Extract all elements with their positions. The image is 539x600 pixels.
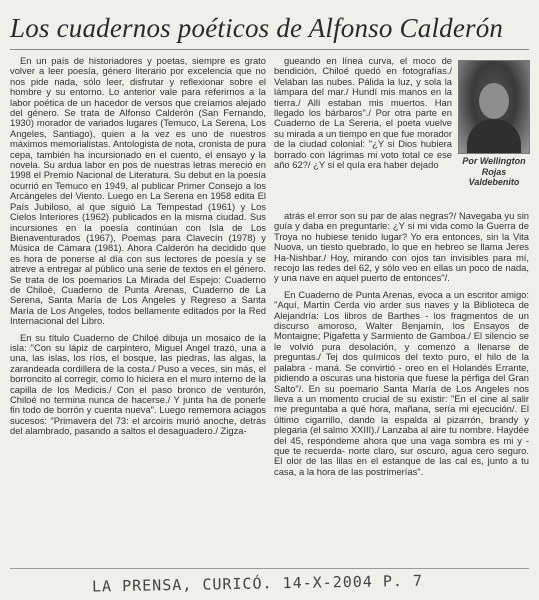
left-column [10,56,266,440]
author-photo [458,60,530,154]
author-byline [456,156,532,188]
byline-line-2: Rojas [481,166,507,177]
handwritten-source-note: LA PRENSA, CURICÓ. 14-X-2004 P. 7 [91,571,424,596]
author-photo-shoulders [467,119,521,153]
left-paragraph-2: En su título Cuaderno de Chiloé dibuja un mosaico de la isla: "Con su lápiz de carpintero, Miguel Angel trazó, una a una, las islas, los ríos, el bosque, las piedras, las algas, la zarandeada cordillera de la costa./ Puso a veces, sin más, el borroncito al corregir, como lo hiciera en el muro interno de la capilla de los Medicis./ Con el paso bronco de venturón, Chiloé no termina nunca de hacerse./ Y junta ha de ponerle fin todo de borrón y cuenta nueva". Luego rememora aciagos sucesos: "Primavera del 73: el arcoiris murió anoche, detrás del alambrado, pasando a saltos el desaguadero./ Zigza- [10,331,266,437]
right-top-paragraph: gueando en línea curva, el moco de bendición, Chiloé quedó en fotografías./ Velaban las nubes. Pálida la luz, y sola la lámpara del mar./ Hundí mis manos en la tierra./ Allí estaban mis muertos. Han llegado los bárbaros"./ Por otra parte en Cuaderno de La Serena, el poeta vuelve su mirada a un tiempo en que fue morador de la ciudad colonial: "¿Y si Dios hubiera borrado con lágrimas mi voto total ce ese año 62?/ ¿Y si el quía era haber dejado [274,55,452,171]
left-paragraph-1: En un país de historiadores y poetas, siempre es grato volver a leer poesía, género literario por excelencia que no nos pide nada, sólo leer, disfrutar y reflexionar sobre el hombre y su entorno. Lo anterior vale para referirnos a la labor poética de un hacedor de versos que creíamos alejado del género. Se trata de Alfonso Calderón (San Fernando, 1930) morador de variados lugares (Temuco, La Serena, Los Angeles, Santiago), quien a la vez es uno de nuestros máximos memorialistas. Antologista de nota, cronista de pura cepa, también ha incursionado en el cuento, el ensayo y la novela. Su ardua labor en pos de nuestras letras mereció en 1998 el Premio Nacional de Literatura. Su debut en la poesía ocurrió en Temuco en 1949, al publicar Primer Consejo a los Arcángeles del Viento. Luego en La Serena en 1958 edita El País Jubiloso, al que siguió La Tempestad (1961) y Los Cielos Interiores (1962) publicados en la misma ciudad. Sus incursiones en la poesía continúan con Isla de Los Bienaventurados (1967), Poemas para Clavecín (1978) y Música de Cámara (1981). Ahora Calderón ha decidido que es hora de ponerse al día con sus lectores de poesía y se atreve a entregar al público una serie de textos en el género. Se trata de los poemarios La Mirada del Espejo: Cuaderno de Chiloé, Cuaderno de Punta Arenas, Cuaderno de La Serena, Santa María de Los Angeles y Regreso a Santa María de Los Angeles, todos bellamente editados por la Red Internacional del Libro. [10,55,266,327]
byline-line-3: Valdebenito [468,177,520,187]
right-paragraph-2: En Cuaderno de Punta Arenas, evoca a un escritor amigo: "Aquí, Martín Cerda vio arder sus naves y la Biblioteca de Alejandría: Los libros de Barthes - los fragmentos de un discurso amoroso, Walter Benjamín, los Ensayos de Montaigne; Pigafetta y Sarmiento de Gamboa./ El silencio se le volvió pura desolación, y comenzó a llenarse de preguntas./ Tej dos químicos del texto puro, el hilo de la palabra - maná. Se convirtió - oreo en el Holandés Errante, pidiendo a oscuras una historia que fuese la pérfiga del Gran Salto"/. En su poemario Santa María de Los Angeles nos lleva a un momento crucial de su existir: "En el cine al salir me preguntaba a qué hora, mañana, sería mi ejecución/. El último cigarrillo, dando la espalda al pizarrón, brandy y plegaria (el salmo XXIII)./ Lanzaba al aire tu nombre. Haydée del 45, respóndeme ahora que una vaga sombra es mi y -que te recuerda- norte claro, sur oscuro, agua cero seguro. El olor de las lilas en el estanque de las cal es, junto a tu casa, a la hora de las postrimerías". [274,288,529,477]
right-top-column [274,56,452,173]
right-paragraph-1: atrás el error son su par de alas negras?/ Navegaba yu sin guía y daba en preguntarle: ¿Y si mi vida como la Guerra de Troya no hubiese tenido lugar? Yo era entonces, sin la Vita Nuova, un tiesto quebrado, lo que en hebreo se llama Jeres Ha-Nishbar./ Hoy, mirando con ojos tan invisibles para mí, recojo las redes del 62, y sólo veo en ellas un poco de nada, y una nave en aquel puerto de entonces"/. [274,210,529,284]
author-photo-face [479,83,509,119]
right-bottom-column [274,211,529,480]
bottom-divider [10,568,529,569]
article-title: Los cuadernos poéticos de Alfonso Calderón [10,13,504,43]
title-divider [10,49,529,50]
byline-line-1: Por Wellington [462,156,526,166]
